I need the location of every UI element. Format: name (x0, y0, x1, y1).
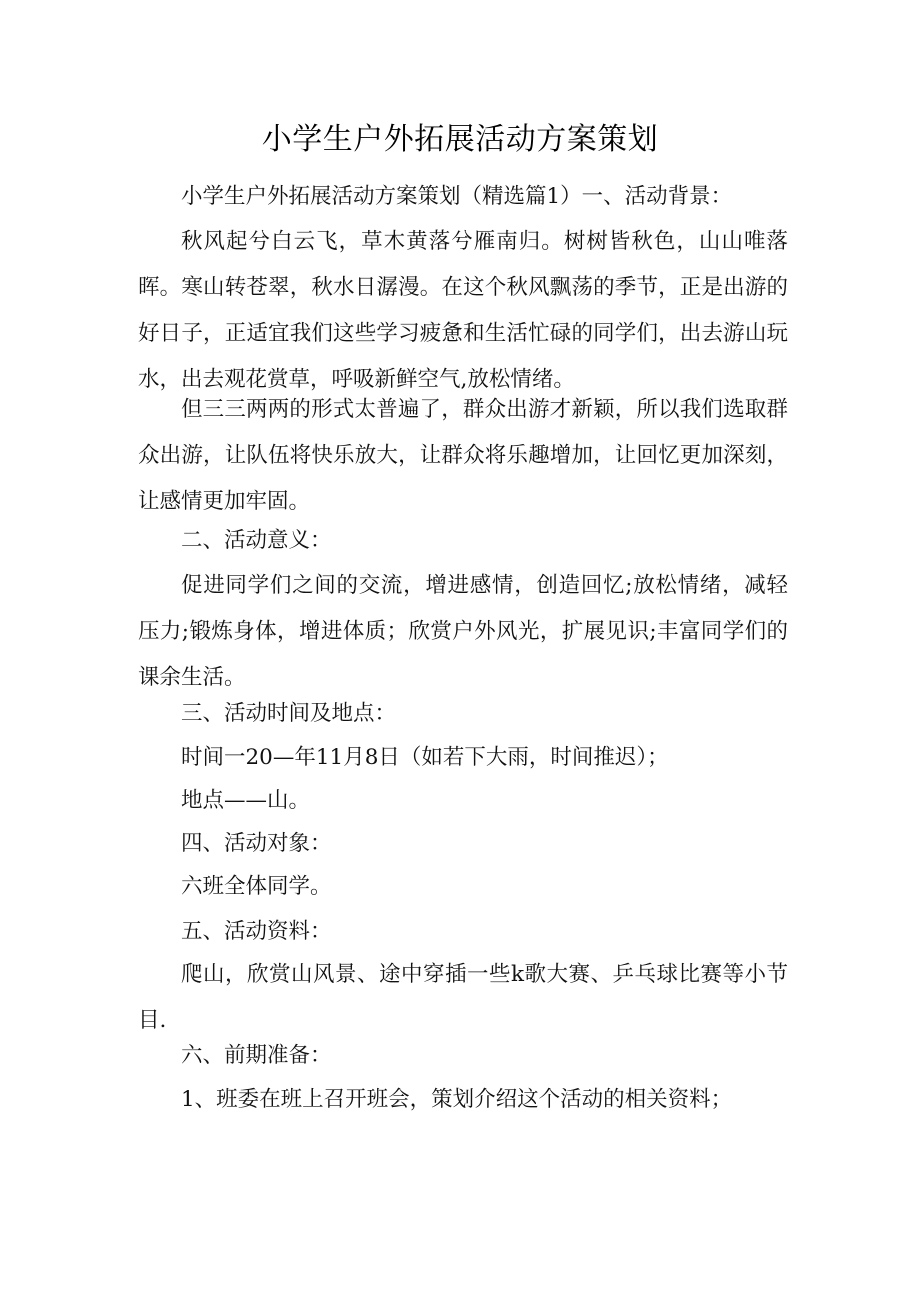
paragraph-time: 时间一20—年11月8日（如若下大雨，时间推迟）； (181, 745, 669, 770)
paragraph-activity-meaning: 促进同学们之间的交流，增进感情，创造回忆;放松情绪，减轻压力;锻炼身体，增进体质；欣赏户外风光，扩展见识;丰富同学们的课余生活。 (138, 573, 788, 690)
heading-activity-materials: 五、活动资料： (181, 919, 332, 944)
paragraph-intro: 小学生户外拓展活动方案策划（精选篇1）一、活动背景： (181, 184, 733, 209)
paragraph-place: 地点——山。 (181, 788, 311, 813)
paragraph-preparation-item-1: 1、班委在班上召开班会，策划介绍这个活动的相关资料； (181, 1087, 733, 1112)
page-title: 小学生户外拓展活动方案策划 (261, 122, 659, 157)
paragraph-background: 秋风起兮白云飞，草木黄落兮雁南归。树树皆秋色，山山唯落晖。寒山转苍翠，秋水日潺漫。在这个秋风飘荡的季节，正是出游的好日子，正适宜我们这些学习疲惫和生活忙碌的同学们，出去游山玩水，出去观花赏草，呼吸新鲜空气,放松情绪。 (138, 229, 788, 392)
heading-activity-target: 四、活动对象： (181, 831, 332, 856)
heading-activity-meaning: 二、活动意义： (181, 528, 332, 553)
paragraph-group-outing: 但三三两两的形式太普遍了，群众出游才新颖，所以我们选取群众出游，让队伍将快乐放大，让群众将乐趣增加，让回忆更加深刻，让感情更加牢固。 (138, 397, 788, 514)
paragraph-activity-target: 六班全体同学。 (181, 874, 332, 899)
heading-preparation: 六、前期准备： (181, 1043, 332, 1068)
heading-time-and-place: 三、活动时间及地点： (181, 701, 397, 726)
paragraph-activity-materials: 爬山，欣赏山风景、途中穿插一些k歌大赛、乒乓球比赛等小节目. (138, 962, 788, 1033)
